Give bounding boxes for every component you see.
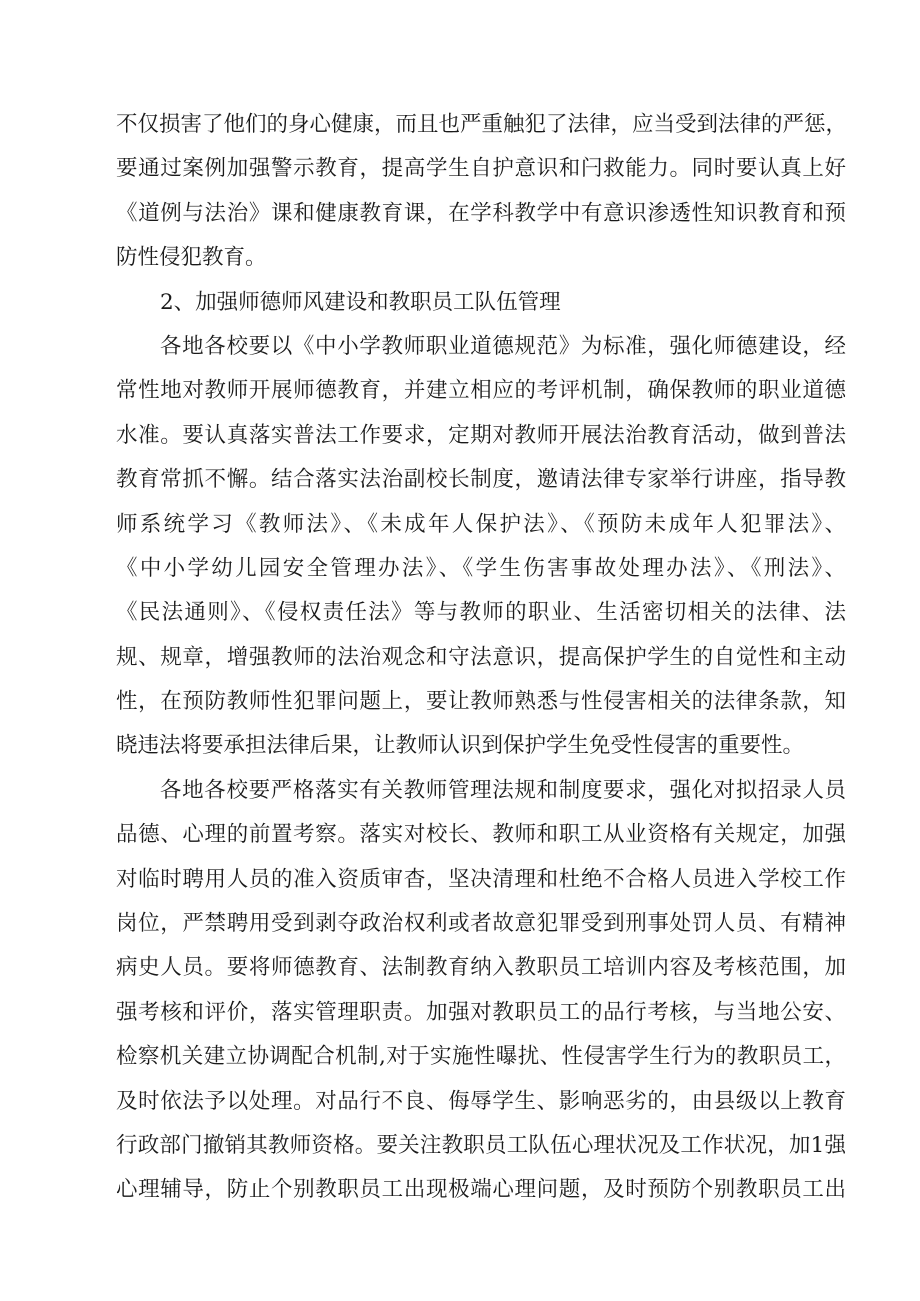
text-line: 各地各校要以《中小学教师职业道德规范》为标准，强化师德建设，经: [160, 333, 846, 359]
text-line: 要通过案例加强警示教育，提高学生自护意识和闩救能力。同时要认真上好: [116, 156, 846, 182]
text-line: 师系统学习《教师法》、《未成年人保护法》、《预防未成年人犯罪法》、: [116, 511, 846, 537]
text-line: 不仅损害了他们的身心健康，而且也严重触犯了法律，应当受到法律的严惩，: [116, 112, 848, 137]
text-line: 心理辅导，防止个别教职员工出现极端心理问题，及时预防个别教职员工出: [116, 1177, 846, 1203]
text-line: 品德、心理的前置考察。落实对校长、教师和职工从业资格有关规定，加强: [116, 822, 846, 848]
text-line: 水准。要认真落实普法工作要求，定期对教师开展法治教育活动，做到普法: [116, 422, 846, 448]
text-line: 各地各校要严格落实有关教师管理法规和制度要求，强化对拟招录人员: [160, 777, 846, 803]
text-line: 《道例与法治》课和健康教育课，在学科教学中有意识渗透性知识教育和预: [116, 200, 846, 226]
text-line: 对临时聘用人员的准入资质审杳，坚决清理和杜绝不合格人员进入学校工作: [116, 866, 846, 892]
document-body: [116, 103, 846, 1213]
text-line: 强考核和评价，落实管理职责。加强对教职员工的品行考核，与当地公安、: [116, 999, 846, 1025]
text-line: 性，在预防教师性犯罪问题上，要让教师熟悉与性侵害相关的法律条款，知: [116, 689, 846, 715]
text-line: 岗位，严禁聘用受到剥夺政治权利或者故意犯罪受到刑事处罚人员、有精神: [116, 911, 846, 937]
text-line: 病史人员。要将师德教育、法制教育纳入教职员工培训内容及考核范围，加: [116, 955, 846, 981]
text-line: 检察机关建立协调配合机制,对于实施性曝扰、性侵害学生行为的教职员工，: [116, 1044, 846, 1070]
text-line: 行政部门撤销其教师资格。要关注教职员工队伍心理状况及工作状况，加1强: [116, 1132, 846, 1158]
text-line: 防性侵犯教育。: [116, 245, 267, 271]
text-line: 晓违法将要承担法律后果，让教师认识到保护学生免受性侵害的重要性。: [116, 733, 805, 759]
text-line: 规、规章，增强教师的法治观念和守法意识，提高保护学生的自觉性和主动: [116, 644, 846, 670]
text-line: 及时依法予以处理。对品行不良、侮辱学生、影响恶劣的，由县级以上教育: [116, 1088, 846, 1114]
text-line: 教育常抓不懈。结合落实法治副校长制度，邀请法律专家举行讲座，指导教: [116, 467, 846, 493]
text-line: 常性地对教师开展师德教育，并建立相应的考评机制，确保教师的职业道德: [116, 378, 846, 404]
text-line: 《民法通则》、《侵权责任法》等与教师的职业、生活密切相关的法律、法: [116, 600, 846, 626]
text-line: 《中小学幼儿园安全管理办法》、《学生伤害事故处理办法》、《刑法》、: [116, 555, 846, 581]
text-line: 2、加强师德师风建设和教职员工队伍管理: [160, 289, 561, 315]
